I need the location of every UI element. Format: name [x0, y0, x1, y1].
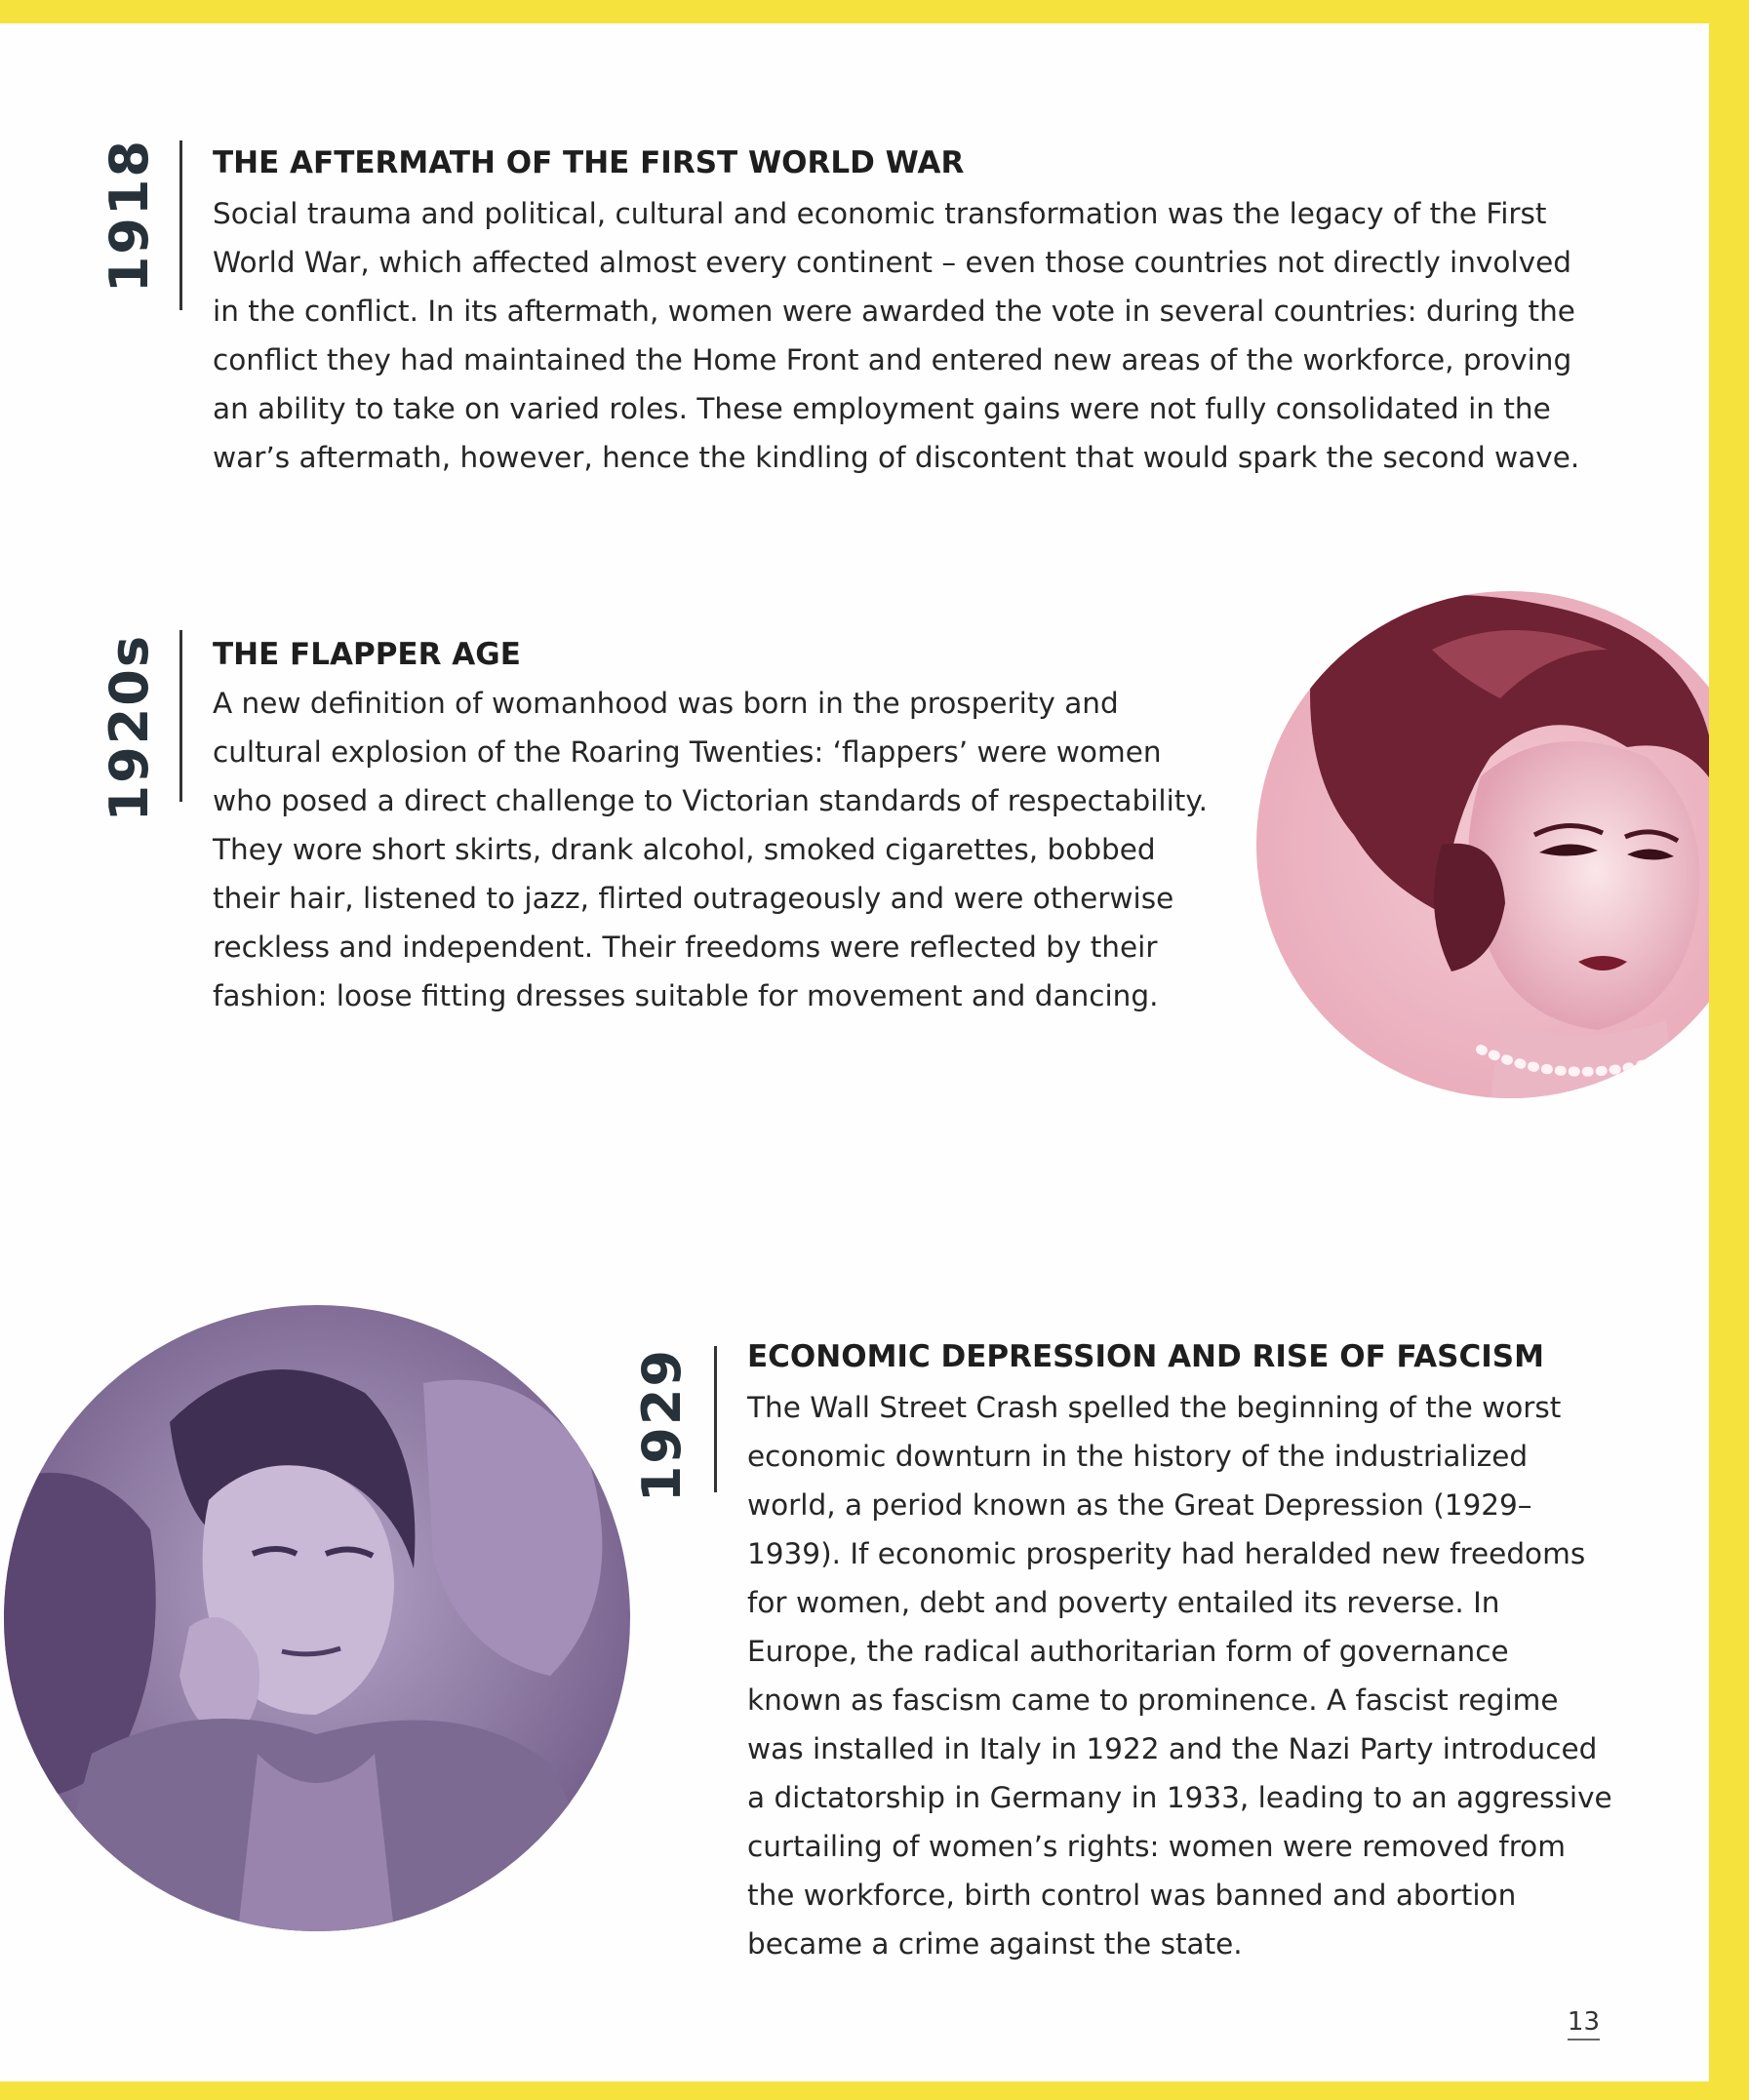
body-line: who posed a direct challenge to Victorian standards of respectability. [213, 784, 1208, 817]
section-heading: ECONOMIC DEPRESSION AND RISE OF FASCISM [747, 1339, 1544, 1374]
body-line: cultural explosion of the Roaring Twenties: ‘flappers’ were women [213, 735, 1162, 769]
migrant-mother-photo [4, 1305, 630, 1931]
body-line: world, a period known as the Great Depression (1929– [747, 1488, 1532, 1522]
section-body [213, 679, 1208, 1020]
year-label: 1929 [631, 1348, 693, 1503]
section-body [213, 189, 1579, 482]
body-line: They wore short skirts, drank alcohol, smoked cigarettes, bobbed [213, 833, 1156, 866]
body-line: Social trauma and political, cultural and economic transformation was the legacy of the First [213, 197, 1547, 230]
section-heading: THE FLAPPER AGE [213, 637, 521, 672]
divider-rule [179, 630, 182, 802]
book-page [0, 23, 1709, 2081]
body-line: the workforce, birth control was banned and abortion [747, 1879, 1517, 1912]
body-line: The Wall Street Crash spelled the beginning of the worst [747, 1391, 1562, 1424]
year-label: 1918 [99, 139, 160, 294]
body-line: a dictatorship in Germany in 1933, leading to an aggressive [747, 1781, 1612, 1814]
body-line: for women, debt and poverty entailed its reverse. In [747, 1586, 1500, 1619]
divider-rule [714, 1346, 717, 1492]
body-line: World War, which affected almost every continent – even those countries not directly involved [213, 246, 1571, 279]
body-line: Europe, the radical authoritarian form of governance [747, 1635, 1509, 1668]
body-line: reckless and independent. Their freedoms were reflected by their [213, 931, 1158, 964]
body-line: war’s aftermath, however, hence the kindling of discontent that would spark the second wave. [213, 441, 1580, 474]
body-line: A new definition of womanhood was born in the prosperity and [213, 687, 1119, 720]
body-line: conflict they had maintained the Home Front and entered new areas of the workforce, proving [213, 343, 1572, 376]
section-body [747, 1383, 1612, 1968]
body-line: 1939). If economic prosperity had heralded new freedoms [747, 1537, 1586, 1570]
body-line: economic downturn in the history of the industrialized [747, 1440, 1529, 1473]
body-line: in the conflict. In its aftermath, women were awarded the vote in several countries: during the [213, 295, 1575, 328]
body-line: became a crime against the state. [747, 1927, 1243, 1961]
page-number: 13 [1568, 2009, 1600, 2041]
flapper-portrait-photo [1256, 591, 1709, 1098]
migrant-mother-illustration [4, 1305, 630, 1931]
body-line: curtailing of women’s rights: women were removed from [747, 1830, 1566, 1863]
body-line: their hair, listened to jazz, flirted outrageously and were otherwise [213, 882, 1174, 915]
body-line: was installed in Italy in 1922 and the Nazi Party introduced [747, 1732, 1598, 1765]
flapper-portrait-illustration [1256, 591, 1709, 1098]
body-line: known as fascism came to prominence. A fascist regime [747, 1684, 1559, 1717]
body-line: an ability to take on varied roles. These employment gains were not fully consolidated in the [213, 392, 1551, 425]
divider-rule [179, 140, 182, 310]
body-line: fashion: loose fitting dresses suitable for movement and dancing. [213, 979, 1159, 1012]
year-label: 1920s [99, 634, 160, 822]
section-heading: THE AFTERMATH OF THE FIRST WORLD WAR [213, 145, 965, 180]
